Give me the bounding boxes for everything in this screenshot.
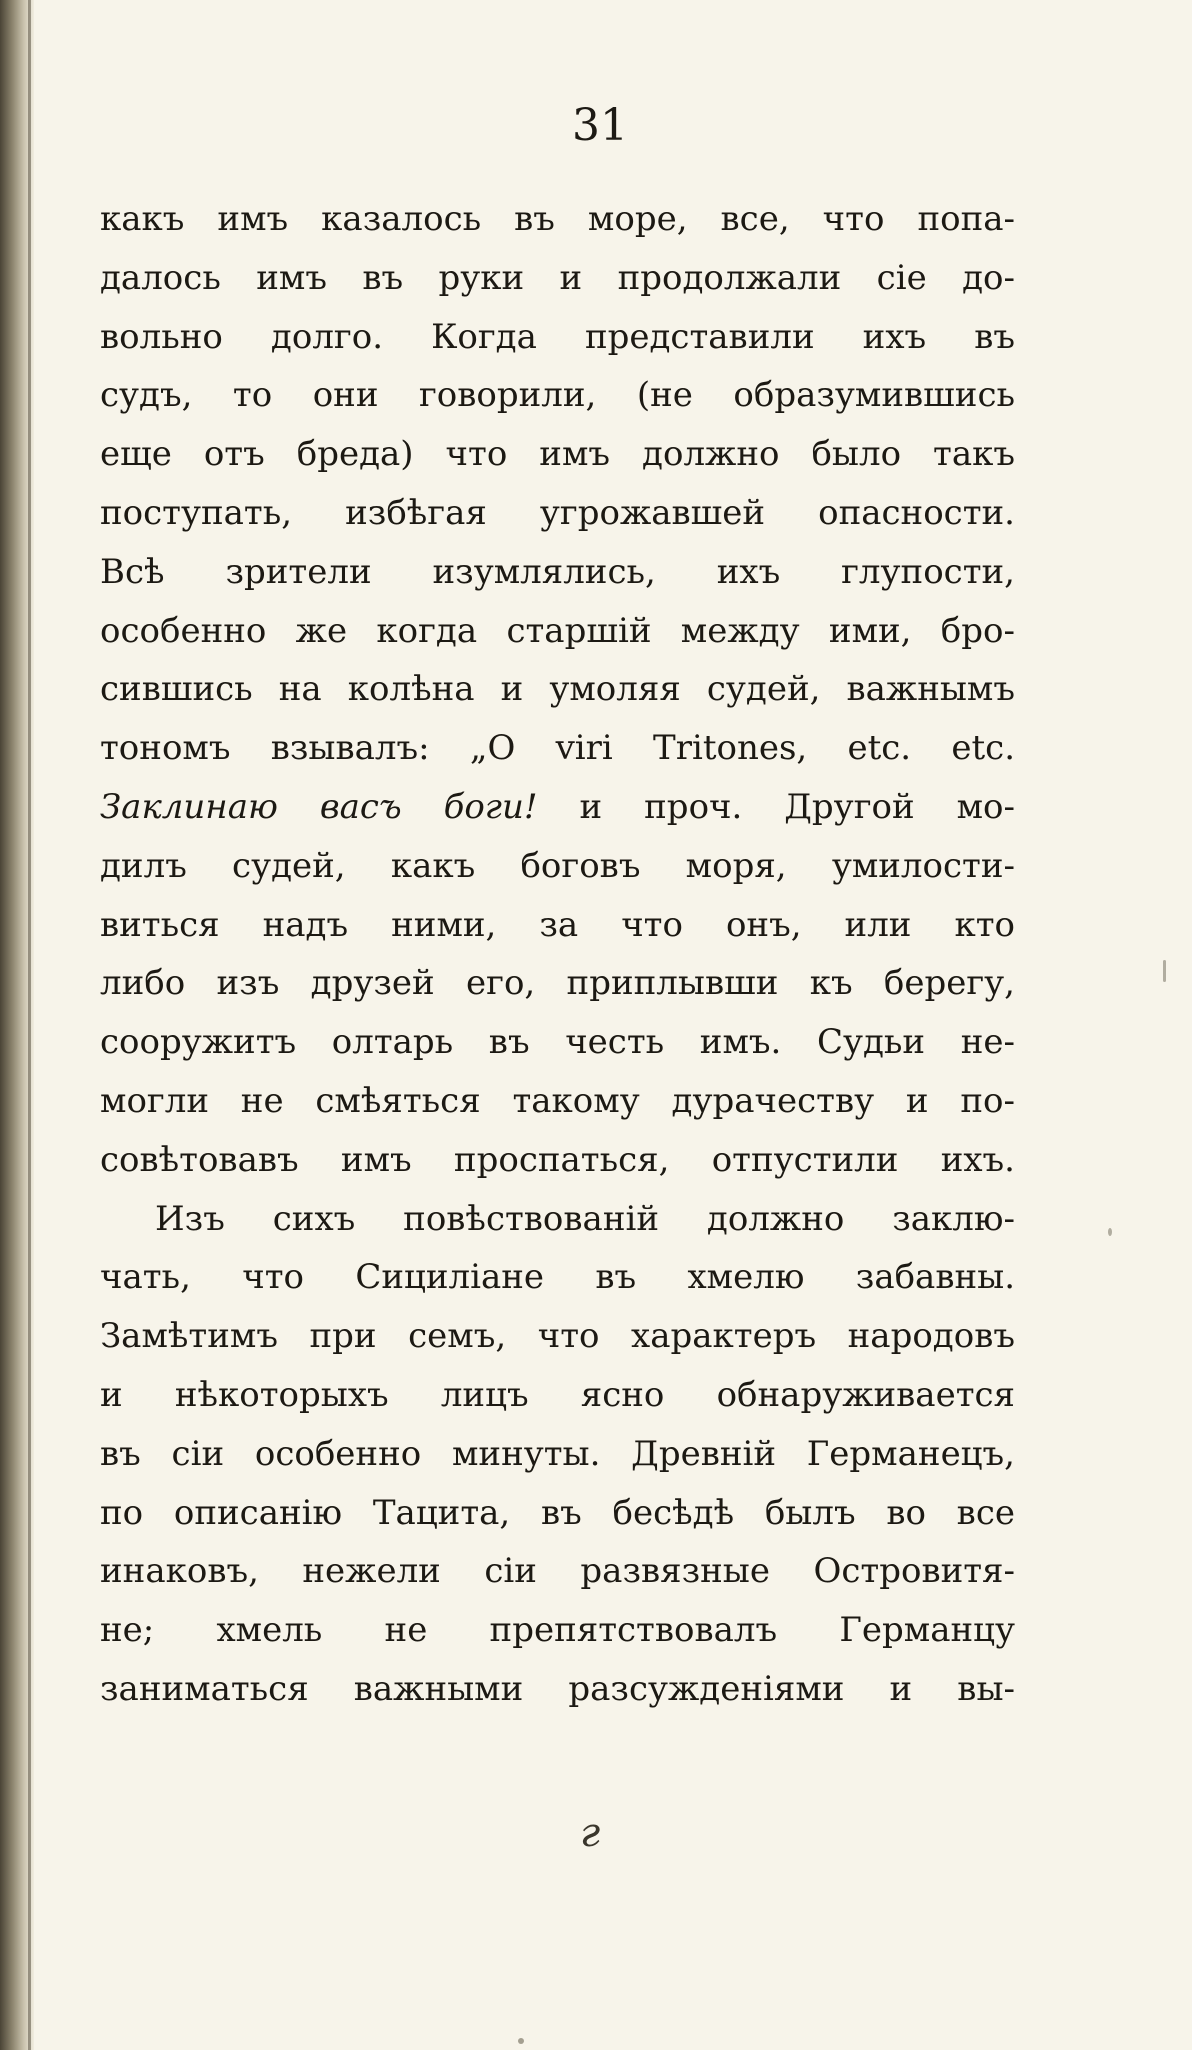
ink-speck	[1108, 1228, 1112, 1236]
text-line: совѣтовавъ имъ проспаться, отпустили ихъ.	[100, 1139, 1015, 1180]
text-line: чать, что Сициліане въ хмелю забавны.	[100, 1257, 1015, 1298]
text-line: и нѣкоторыхъ лицъ ясно обнаруживается	[100, 1374, 1015, 1415]
text-line: виться надъ ними, за что онъ, или кто	[100, 904, 1015, 945]
text-line: въ сіи особенно минуты. Древній Германецъ,	[100, 1433, 1015, 1474]
text-line: какъ имъ казалось въ море, все, что попа-	[100, 199, 1015, 239]
ink-speck	[1163, 960, 1166, 982]
text-line: еще отъ бреда) что имъ должно было такъ	[100, 434, 1015, 475]
italic-phrase: Заклинаю васъ боги!	[100, 786, 538, 827]
text-line: судъ, то они говорили, (не образумившись	[100, 375, 1015, 416]
text-line-italic-phrase	[100, 778, 1015, 837]
text-line: Всѣ зрители изумлялись, ихъ глупости,	[100, 551, 1015, 592]
text-line: сооружитъ олтарь въ честь имъ. Судьи не-	[100, 1022, 1015, 1063]
text-line: дилъ судей, какъ боговъ моря, умилости-	[100, 845, 1015, 886]
body-text	[100, 190, 1015, 1719]
text-line: вольно долго. Когда представили ихъ въ	[100, 316, 1015, 357]
line-rest: и проч. Другой мо-	[537, 786, 1015, 827]
page-number: 31	[572, 100, 628, 151]
text-line: либо изъ друзей его, приплывши къ берегу,	[100, 963, 1015, 1004]
text-line-paragraph-start: Изъ сихъ повѣствованій должно заклю-	[155, 1198, 1015, 1239]
text-line: не; хмель не препятствовалъ Германцу	[100, 1610, 1015, 1651]
text-line: особенно же когда старшій между ими, бро-	[100, 610, 1015, 651]
text-line: заниматься важными разсужденіями и вы-	[100, 1668, 1015, 1709]
text-line: сившись на колѣна и умоляя судей, важнымъ	[100, 669, 1015, 710]
text-line: тономъ взывалъ: „O viri Tritones, etc. etc.	[100, 728, 1015, 769]
text-line: поступать, избѣгая угрожавшей опасности.	[100, 492, 1015, 533]
signature-mark: г	[580, 1810, 601, 1856]
text-line: по описанію Тацита, въ бесѣдѣ былъ во все	[100, 1492, 1015, 1533]
text-line: могли не смѣяться такому дурачеству и по-	[100, 1080, 1015, 1121]
binding-line	[28, 0, 31, 2050]
ink-speck	[518, 2038, 524, 2044]
text-line: Замѣтимъ при семъ, что характеръ народовъ	[100, 1316, 1015, 1357]
text-line: далось имъ въ руки и продолжали сіе до-	[100, 257, 1015, 298]
text-line: инаковъ, нежели сіи развязные Островитя-	[100, 1551, 1015, 1592]
